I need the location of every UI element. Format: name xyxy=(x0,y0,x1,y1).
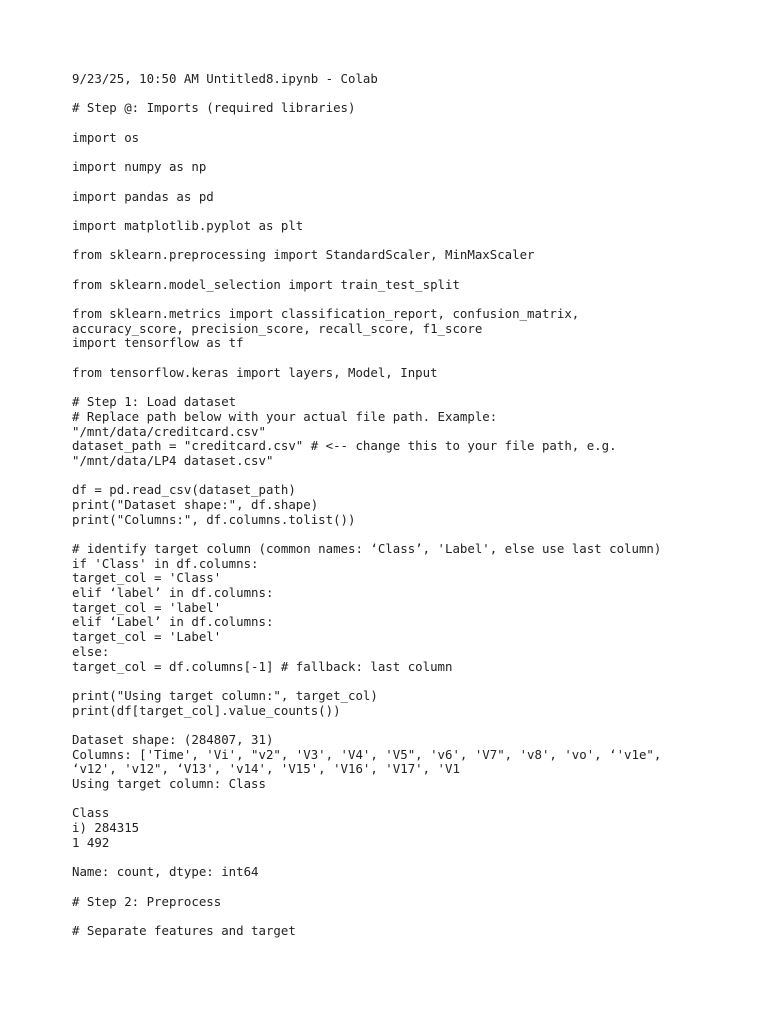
code-line: Class xyxy=(72,805,110,821)
code-line: dataset_path = "creditcard.csv" # <-- change this to your file path, e.g. xyxy=(72,438,617,454)
code-line: elif ‘label’ in df.columns: xyxy=(72,585,274,601)
code-line: target_col = 'label' xyxy=(72,599,222,615)
code-line: Using target column: Class xyxy=(72,776,266,791)
code-blocks xyxy=(72,101,752,938)
code-line: if 'Class' in df.columns: xyxy=(72,555,259,571)
code-block xyxy=(72,895,752,910)
code-block xyxy=(72,160,752,175)
code-line: Columns: ['Time', 'Vi', "v2", 'V3', 'V4', 'V5", 'v6', 'V7", 'v8', 'vo', ‘'v1e", xyxy=(72,746,662,762)
code-line: df = pd.read_csv(dataset_path) xyxy=(72,482,296,498)
code-line: # Step 1: Load dataset xyxy=(72,394,237,410)
code-line: else: xyxy=(72,643,110,659)
code-line: import pandas as pd xyxy=(72,188,214,204)
code-line: import tensorflow as tf xyxy=(72,335,244,351)
code-line: import numpy as np xyxy=(72,159,207,175)
code-line: print("Using target column:", target_col) xyxy=(72,687,378,703)
code-line: import matplotlib.pyplot as plt xyxy=(72,217,304,233)
code-block xyxy=(72,248,752,263)
code-line: Dataset shape: (284807, 31) xyxy=(72,731,274,747)
code-line: import os xyxy=(72,129,140,145)
code-block xyxy=(72,689,752,718)
code-line: print(df[target_col].value_counts()) xyxy=(72,702,341,718)
code-block xyxy=(72,101,752,116)
code-line: # Replace path below with your actual file path. Example: xyxy=(72,408,498,424)
code-block xyxy=(72,395,752,468)
code-block xyxy=(72,483,752,527)
code-line: target_col = df.columns[-1] # fallback: last column xyxy=(72,658,453,674)
code-line: target_col = 'Label' xyxy=(72,629,222,645)
code-line: Name: count, dtype: int64 xyxy=(72,864,259,880)
code-line: from sklearn.preprocessing import StandardScaler, MinMaxScaler xyxy=(72,247,535,263)
code-line: 1 492 xyxy=(72,834,110,850)
code-line: # Step @: Imports (required libraries) xyxy=(72,100,356,116)
code-line: accuracy_score, precision_score, recall_score, f1_score xyxy=(72,320,483,336)
code-line: print("Columns:", df.columns.tolist()) xyxy=(72,511,356,527)
code-block xyxy=(72,924,752,939)
notebook-content xyxy=(72,72,752,953)
code-line: from sklearn.metrics import classification_report, confusion_matrix, xyxy=(72,306,580,321)
code-line: "/mnt/data/LP4 dataset.csv" xyxy=(72,452,274,468)
code-line: # Step 2: Preprocess xyxy=(72,893,222,909)
code-line: target_col = 'Class' xyxy=(72,570,222,586)
code-block xyxy=(72,219,752,234)
code-block xyxy=(72,542,752,674)
code-block xyxy=(72,131,752,146)
code-block xyxy=(72,806,752,850)
code-line: print("Dataset shape:", df.shape) xyxy=(72,496,319,512)
code-block xyxy=(72,366,752,381)
code-block xyxy=(72,733,752,792)
code-block xyxy=(72,307,752,351)
code-line: # identify target column (common names: ‘Class’, 'Label', else use last column) xyxy=(72,541,662,556)
code-line: i) 284315 xyxy=(72,820,140,836)
code-block xyxy=(72,865,752,880)
code-line: "/mnt/data/creditcard.csv" xyxy=(72,423,266,439)
code-line: ‘v12', 'v12", ‘V13', 'v14', 'V15', 'V16', 'V17', 'V1 xyxy=(72,761,460,777)
code-block xyxy=(72,190,752,205)
print-header xyxy=(72,72,752,87)
code-line: # Separate features and target xyxy=(72,922,296,938)
header-text: 9/23/25, 10:50 AM Untitled8.ipynb - Colab xyxy=(72,71,378,86)
code-line: from tensorflow.keras import layers, Model, Input xyxy=(72,364,438,380)
code-line: elif ‘Label’ in df.columns: xyxy=(72,614,274,630)
code-line: from sklearn.model_selection import train_test_split xyxy=(72,276,460,292)
code-block xyxy=(72,278,752,293)
